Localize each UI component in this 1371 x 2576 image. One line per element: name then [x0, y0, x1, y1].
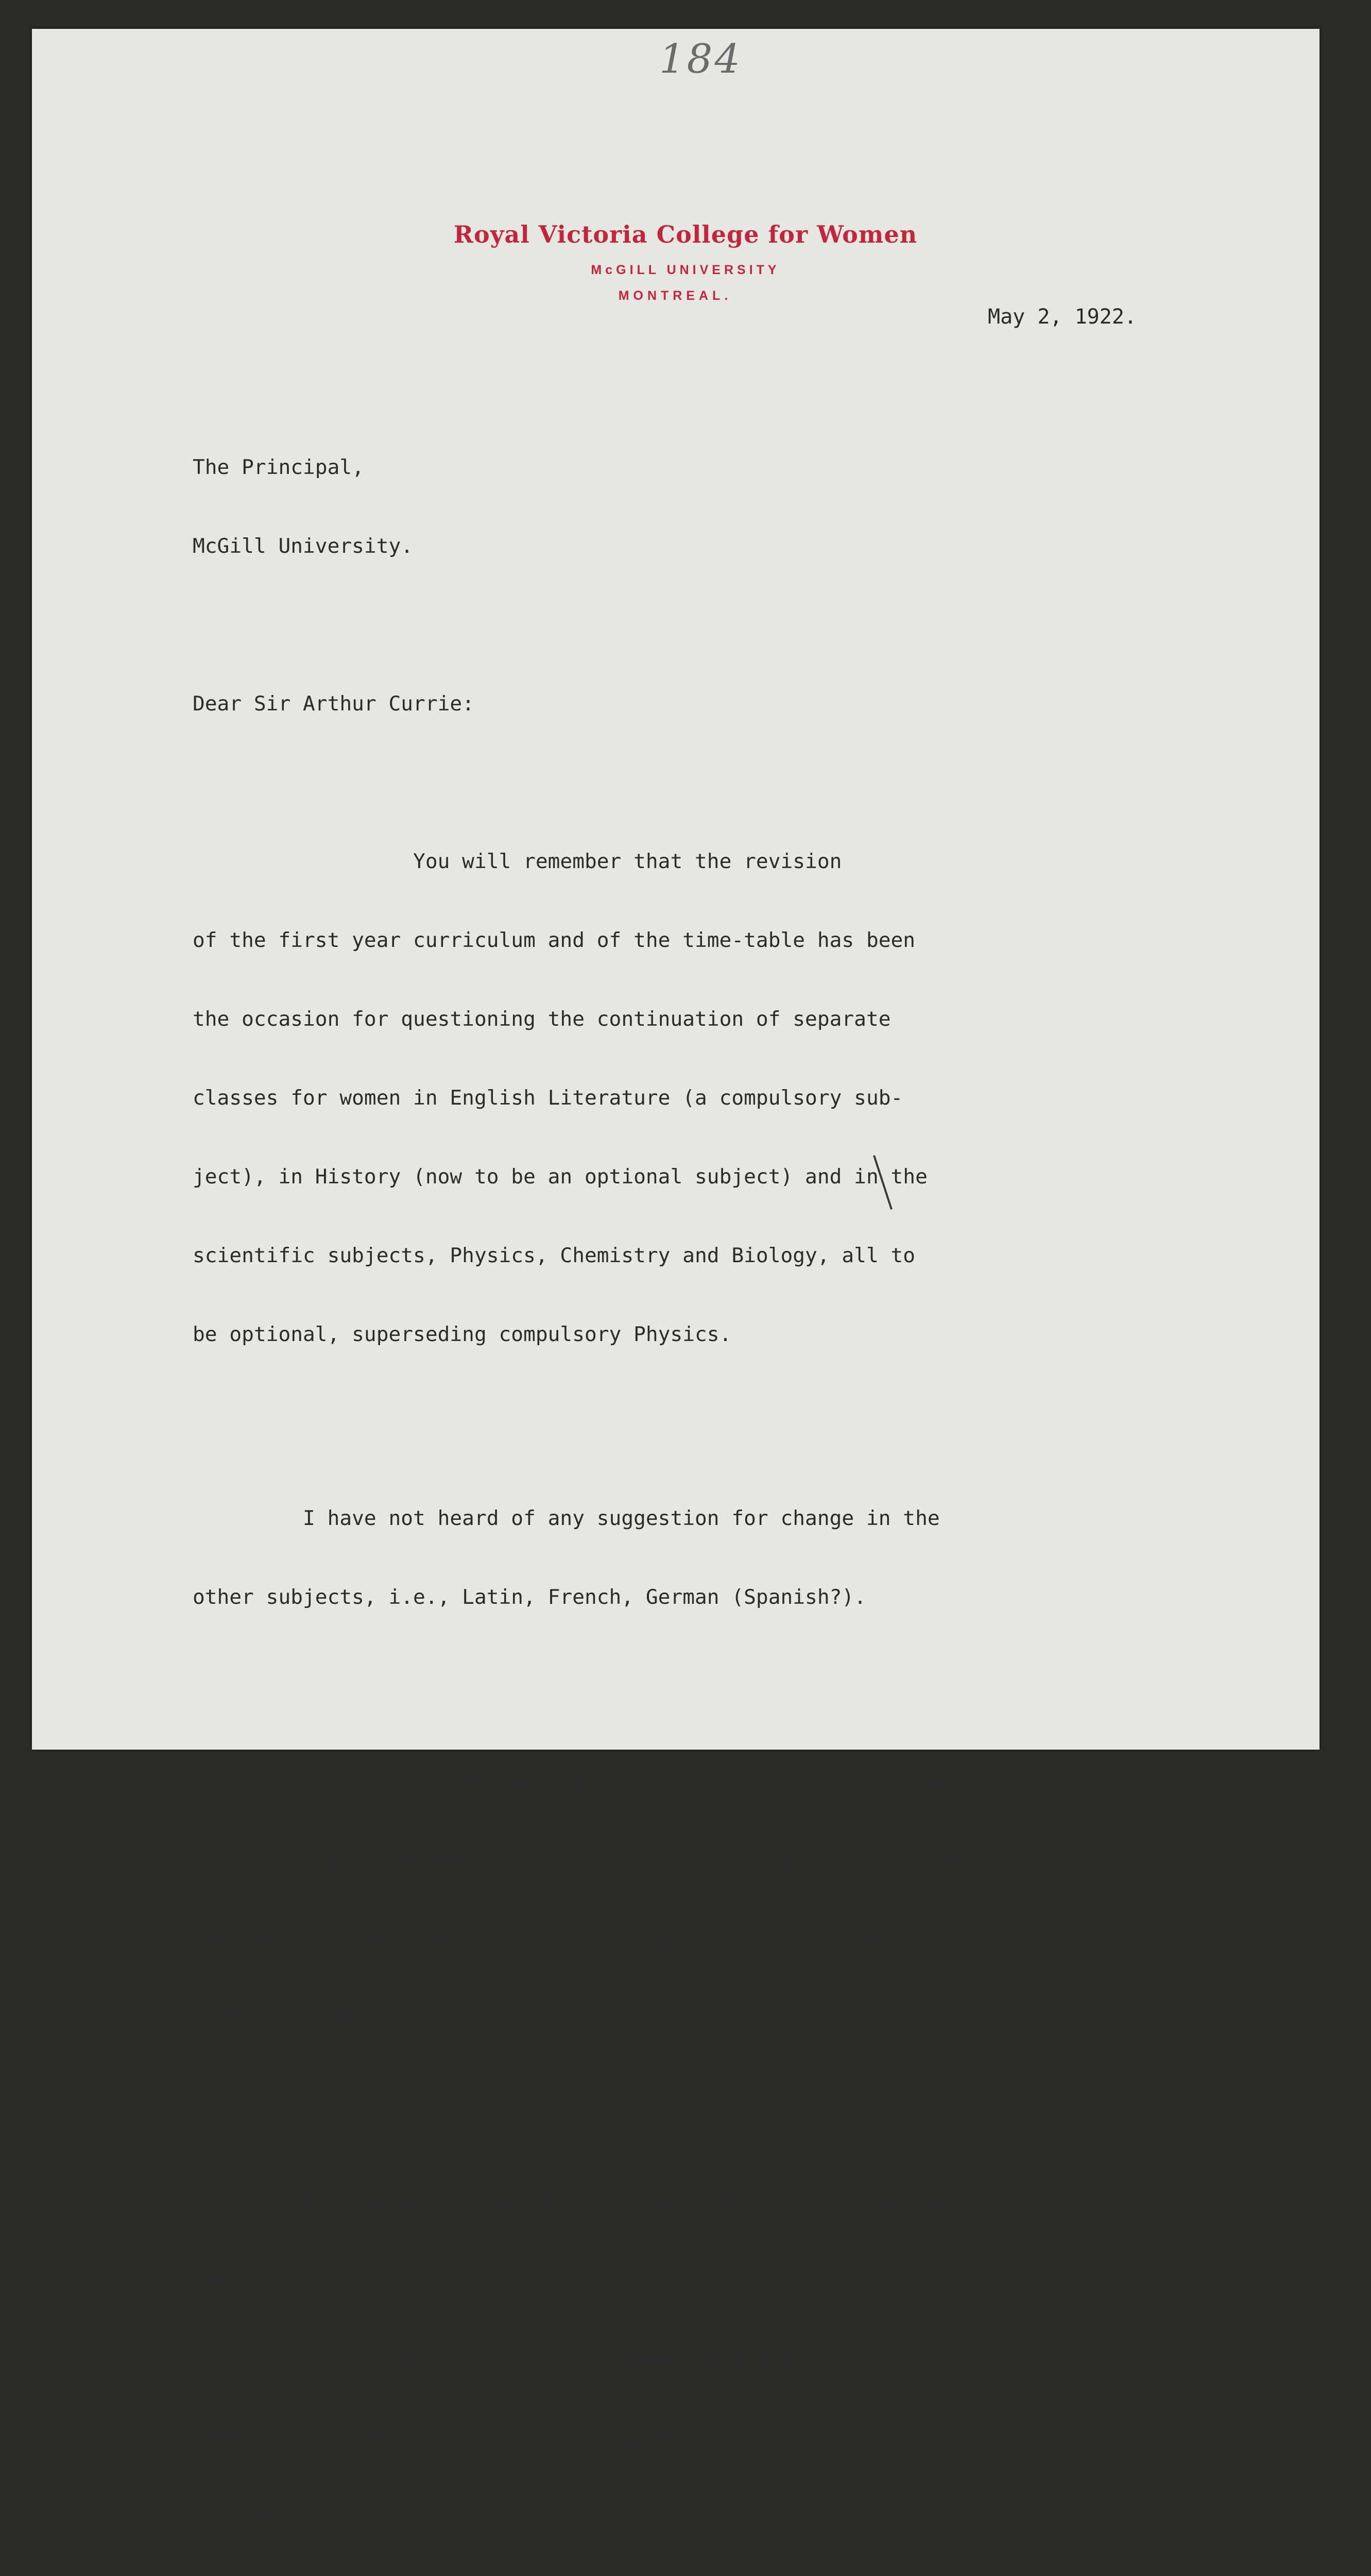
recipient-line: McGill University.	[193, 534, 414, 558]
paragraph-line: You will remember that the revision	[193, 850, 842, 873]
paragraph-line: 85 women.	[193, 2505, 303, 2529]
alternative-item: (1) Joint lectures for women with men in Arts,	[193, 2347, 903, 2371]
paragraph-line: considered without delay, if possible before the next meeting	[193, 1927, 940, 1951]
letter-body	[193, 402, 964, 2576]
paragraph-line: of Faculty (May 5th).	[193, 2006, 450, 2029]
paragraph-line: commerce, pre-Medicine, in round figures about 250 men and	[193, 2426, 903, 2450]
letter-date: May 2, 1922.	[988, 305, 1137, 329]
paragraph-line: the occasion for questioning the continuation of separate	[193, 1007, 891, 1031]
paragraph-line: the following three alternatives:-	[193, 2268, 609, 2292]
letterhead-title: Royal Victoria College for Women	[453, 221, 918, 248]
letterhead-university: McGILL UNIVERSITY	[591, 263, 780, 277]
paragraph-line: classes for women in English Literature (a compulsory sub-	[193, 1086, 903, 1110]
letterhead-city: MONTREAL.	[618, 289, 732, 303]
paragraph-line: scientific subjects, Physics, Chemistry and Biology, all to	[193, 1244, 916, 1267]
paragraph-line: of the first year curriculum and of the time-table has been	[193, 928, 916, 952]
paragraph-line: I have not heard of any suggestion for change in the	[193, 1506, 940, 1530]
paragraph-line: be optional, superseding compulsory Physics.	[193, 1323, 732, 1346]
recipient-line: The Principal,	[193, 455, 364, 479]
paragraph-line: now both approached me with inquiries, and the matter should be	[193, 1848, 965, 1872]
salutation: Dear Sir Arthur Currie:	[193, 692, 474, 716]
page-number: 184	[659, 36, 742, 82]
paragraph-line: Professor MacMillan and Professor Basil Williams have	[193, 1769, 952, 1793]
paragraph-line: ject), in History (now to be an optional subject) and in the	[193, 1165, 928, 1189]
paragraph-line: If I understand aright, Professor MacMillan presents	[193, 2190, 940, 2213]
paragraph-line: other subjects, i.e., Latin, French, German (Spanish?).	[193, 1585, 866, 1609]
